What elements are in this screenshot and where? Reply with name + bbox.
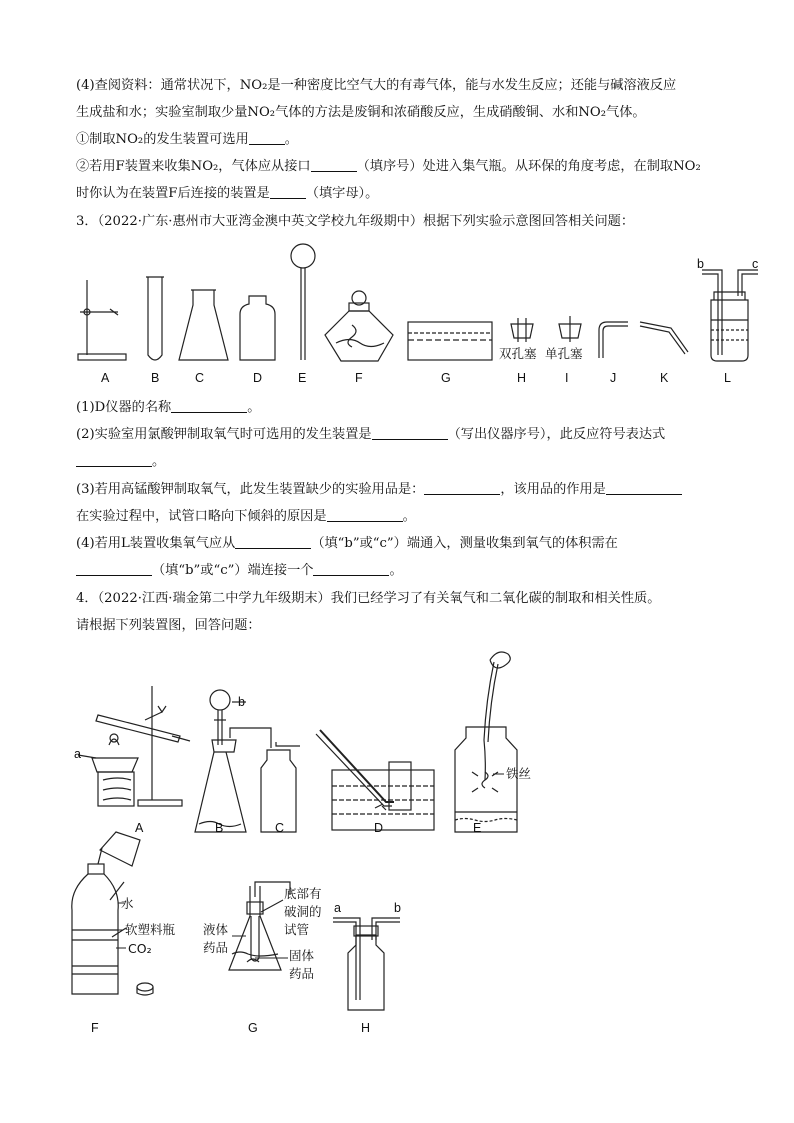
- fig-label-i: I: [565, 371, 569, 385]
- q3-p4-line2: （填“b”或“c”）端连接一个 。: [76, 561, 403, 581]
- fig-label-e: E: [298, 371, 307, 385]
- stopper-double-label: 双孔塞: [499, 346, 537, 361]
- q4-stem2: 请根据下列装置图，回答问题：: [76, 618, 261, 633]
- q3-p4-line1: (4)若用L装置收集氧气应从 （填“b”或“c”）端通入，测量收集到氧气的体积需在: [76, 536, 618, 551]
- h-port-a: a: [334, 901, 341, 915]
- q3-p3-line2: 在实验过程中，试管口略向下倾斜的原因是 。: [76, 509, 416, 524]
- fig-label-c: C: [195, 371, 205, 385]
- q3-stem: 3．（2022·广东·惠州市大亚湾金澳中英文学校九年级期中）根据下列实验示意图回答相关问题：: [76, 214, 635, 229]
- q2-sub1: ①制取NO₂的发生装置可选用 。: [76, 132, 298, 147]
- solid-label-1: 固体: [289, 948, 315, 963]
- q4-label-c: C: [275, 821, 285, 835]
- fig-label-d: D: [253, 371, 263, 385]
- liquid-label-1: 液体: [203, 922, 229, 937]
- tube-label-1: 底部有: [284, 886, 322, 901]
- q3-p1: (1)D仪器的名称 。: [76, 400, 261, 415]
- q4-a-marker: a: [74, 747, 81, 761]
- fig-label-b: B: [151, 371, 160, 385]
- solid-label-2: 药品: [289, 966, 315, 981]
- stopper-single-label: 单孔塞: [545, 346, 583, 361]
- q4-label-f: F: [91, 1021, 99, 1035]
- q3-p2-line2: 。: [76, 452, 165, 472]
- q2-p4-line2: 生成盐和水；实验室制取少量NO₂气体的方法是废铜和浓硝酸反应，生成硝酸铜、水和NO₂气体。: [76, 105, 646, 120]
- h-port-b: b: [394, 901, 401, 915]
- fig-label-k: K: [660, 371, 669, 385]
- q2-sub2-line2: 时你认为在装置F后连接的装置是 （填字母）。: [76, 186, 379, 201]
- soft-bottle-label: 软塑料瓶: [125, 922, 176, 937]
- port-c-label: c: [752, 257, 759, 271]
- q4-label-b: B: [215, 821, 224, 835]
- q4-label-a: A: [135, 821, 144, 835]
- port-b-label: b: [697, 257, 704, 271]
- tube-label-3: 试管: [284, 922, 310, 937]
- fig-label-h: H: [517, 371, 527, 385]
- q4-label-e: E: [473, 821, 482, 835]
- fig-label-j: J: [610, 371, 617, 385]
- q3-p3-line1: (3)若用高锰酸钾制取氧气，此发生装置缺少的实验用品是： ，该用品的作用是: [76, 480, 682, 500]
- tube-label-2: 破洞的: [284, 904, 322, 919]
- water-label: 水: [121, 896, 134, 911]
- fig-label-l: L: [724, 371, 731, 385]
- q2-p4-line1: (4)查阅资料：通常状况下，NO₂是一种密度比空气大的有毒气体，能与水发生反应；还能与碱溶液反应: [76, 78, 677, 93]
- q4-stem: 4．（2022·江西·瑞金第二中学九年级期末）我们已经学习了有关氧气和二氧化碳的制取和相关性质。: [76, 591, 661, 606]
- q2-sub2-line1: ②若用F装置来收集NO₂，气体应从接口 （填序号）处进入集气瓶。从环保的角度考虑，在制取NO₂: [76, 159, 701, 174]
- fig-label-a: A: [101, 371, 110, 385]
- q4-label-d: D: [374, 821, 384, 835]
- co2-label: CO₂: [128, 941, 152, 956]
- q4-label-h: H: [361, 1021, 371, 1035]
- liquid-label-2: 药品: [203, 940, 229, 955]
- fig-label-f: F: [355, 371, 363, 385]
- q4-label-g: G: [248, 1021, 258, 1035]
- iron-wire-label: 铁丝: [506, 766, 532, 781]
- q3-p2-line1: (2)实验室用氯酸钾制取氧气时可选用的发生装置是 （写出仪器序号），此反应符号表达式: [76, 427, 666, 442]
- fig-label-g: G: [441, 371, 451, 385]
- q4-b-marker: b: [238, 695, 245, 709]
